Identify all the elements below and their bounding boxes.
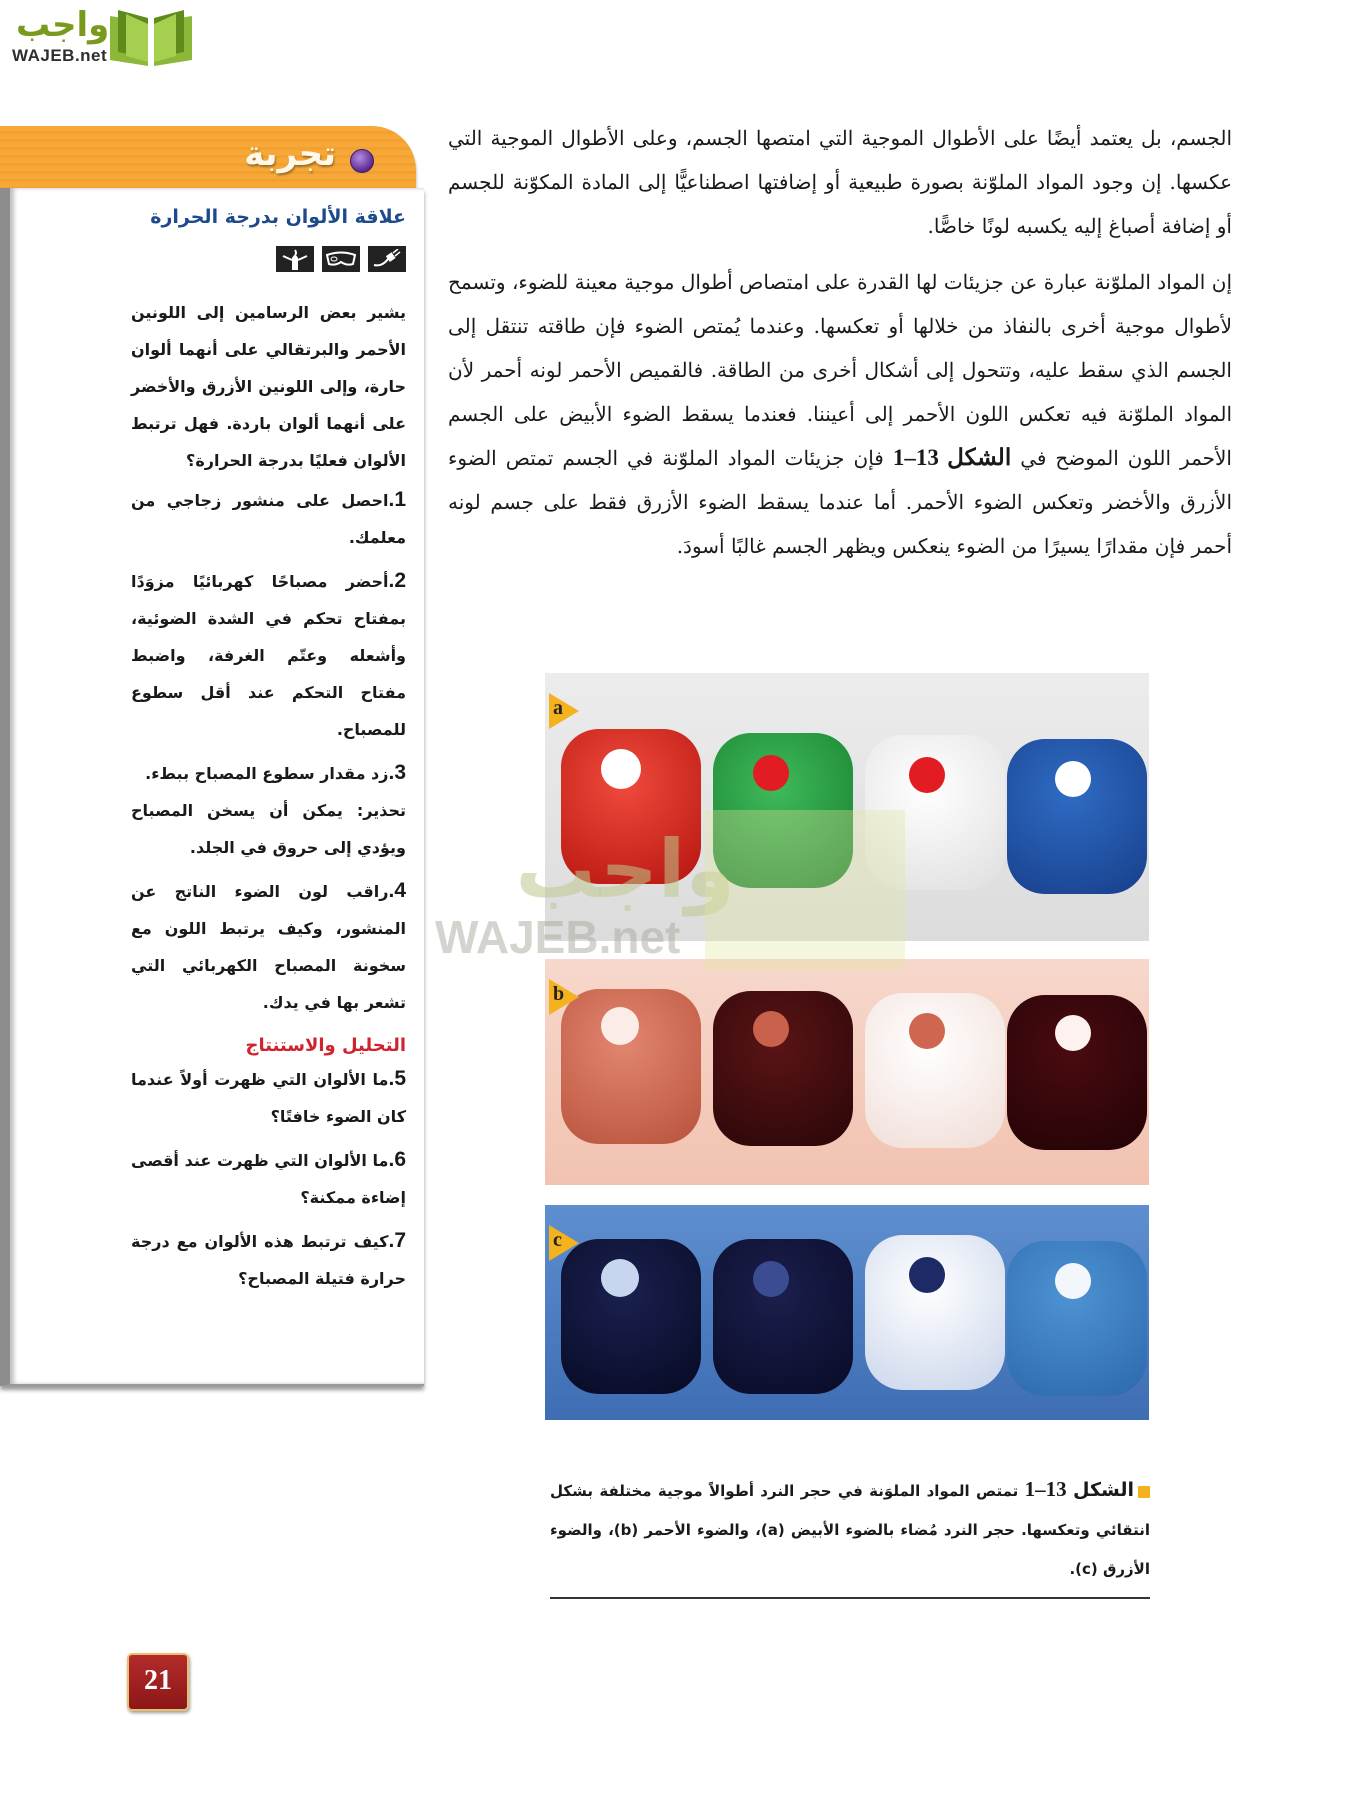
question-text: ما الألوان التي ظهرت أولاً عندما كان الضوء خافتًا؟ <box>131 1070 406 1126</box>
figure-panel-c-blue-light: c <box>545 1205 1149 1420</box>
page-number-badge: 21 <box>127 1653 189 1711</box>
die-pip <box>909 757 945 793</box>
step-number: 2. <box>388 569 406 592</box>
die-pip <box>601 749 641 789</box>
step-text: راقب لون الضوء الناتج عن المنشور، وكيف يرتبط اللون مع سخونة المصباح الكهربائي التي تشعر بها في يدك. <box>131 882 406 1012</box>
main-text <box>448 116 1232 580</box>
die-pip <box>601 1259 639 1297</box>
caption-number: 13–1 <box>1024 1477 1067 1501</box>
figure-caption <box>550 1470 1150 1599</box>
open-book-icon <box>106 8 196 68</box>
step-number: 3. <box>388 761 406 784</box>
goggles-icon <box>322 246 360 272</box>
logo-english-text: WAJEB.net <box>12 46 108 65</box>
step-3 <box>131 754 406 866</box>
question-text: كيف ترتبط هذه الألوان مع درجة حرارة فتيلة المصباح؟ <box>131 1232 406 1288</box>
caption-text: تمتص المواد الملوَنة في حجر النرد أطوالاً موجية مختلفة بشكل انتقائي وتعكسها. حجر النرد مُضاء بالضوء الأبيض (a)، والضوء الأحمر (b)، والضوء الأزرق (c). <box>550 1482 1150 1578</box>
logo-arabic-text: واجب <box>16 5 110 45</box>
analysis-heading: التحليل والاستنتاج <box>245 1035 406 1056</box>
question-7 <box>131 1222 406 1297</box>
paragraph-2-part-a: إن المواد الملوّنة عبارة عن جزيئات لها القدرة على امتصاص أطوال موجية معينة للضوء، وتسمح لأطوال موجية أخرى بالنفاذ من خلالها أو تعكسها. وعندما يُمتص الضوء فإن طاقته تنتقل إلى الجسم الذي سقط عليه، وتتحول إلى أشكال أخرى من الطاقة. فالقميص الأحمر لونه أحمر لأن المواد الملوّنة فيه تعكس اللون الأحمر إلى أعيننا. فعندما يسقط الضوء الأبيض على الجسم الأحمر اللون الموضح في <box>448 270 1232 470</box>
die-green <box>713 733 853 888</box>
question-number: 6. <box>388 1148 406 1171</box>
experiment-subtitle: علاقة الألوان بدرجة الحرارة <box>150 206 406 228</box>
die-blue <box>1007 995 1147 1150</box>
die-blue <box>1007 1241 1147 1396</box>
die-pip <box>753 755 789 791</box>
caption-square-icon <box>1138 1486 1150 1498</box>
die-pip <box>909 1013 945 1049</box>
experiment-intro: يشير بعض الرسامين إلى اللونين الأحمر والبرتقالي على أنهما ألوان حارة، وإلى اللونين الأزرق والأخضر على أنهما ألوان باردة. فهل ترتبط الألوان فعليًا بدرجة الحرارة؟ <box>131 303 406 470</box>
die-blue <box>1007 739 1147 894</box>
paragraph-1: الجسم، بل يعتمد أيضًا على الأطوال الموجية التي امتصها الجسم، وعلى الأطوال الموجية التي عكسها. إن وجود المواد الملوّنة بصورة طبيعية أو إضافتها اصطناعيًّا إلى المادة المكوّنة للجسم أو إضافة أصباغ إليه يكسبه لونًا خاصًّا. <box>448 126 1232 238</box>
question-text: ما الألوان التي ظهرت عند أقصى إضاءة ممكنة؟ <box>131 1151 406 1207</box>
die-pip <box>753 1261 789 1297</box>
die-pip <box>1055 1263 1091 1299</box>
hot-hazard-icon <box>276 246 314 272</box>
purple-bullet-icon <box>350 149 374 173</box>
safety-icons <box>131 246 406 272</box>
die-red <box>561 729 701 884</box>
paragraph-2-part-b: فإن جزيئات المواد الملوّنة في الجسم تمتص الضوء الأزرق والأخضر وتعكس الضوء الأحمر. أما عندما يسقط الضوء الأزرق فقط على جسم لونه أحمر فإن مقدارًا يسيرًا من الضوء ينعكس ويظهر الجسم غالبًا أسودَ. <box>448 446 1232 558</box>
step-2 <box>131 562 406 748</box>
experiment-sidebar <box>0 126 416 1384</box>
step-text: أحضر مصباحًا كهربائيًا مزوَدًا بمفتاح تحكم في الشدة الضوئية، وأشعله وعتّم الغرفة، واضبط مفتاح التحكم عند أقل سطوع للمصباح. <box>131 572 406 739</box>
figure-reference[interactable]: الشكل 13–1 <box>892 445 1012 470</box>
caption-label: الشكل <box>1073 1479 1134 1501</box>
die-pip <box>909 1257 945 1293</box>
watermark-arabic: واجب <box>515 823 735 916</box>
figure-panel-a-white-light: a <box>545 673 1149 941</box>
die-pip <box>753 1011 789 1047</box>
step-4 <box>131 872 406 1021</box>
die-pip <box>601 1007 639 1045</box>
step-number: 1. <box>388 488 406 511</box>
wajeb-logo[interactable] <box>10 6 190 70</box>
question-number: 7. <box>388 1229 406 1252</box>
step-number: 4. <box>388 879 406 902</box>
electrical-plug-icon <box>368 246 406 272</box>
step-1 <box>131 481 406 556</box>
step-text: احصل على منشور زجاجي من معلمك. <box>131 491 406 547</box>
watermark-english: WAJEB.net <box>435 911 681 963</box>
experiment-body <box>0 188 424 1386</box>
die-green <box>713 991 853 1146</box>
experiment-header <box>0 126 416 188</box>
question-6 <box>131 1141 406 1216</box>
step-text: زد مقدار سطوع المصباح ببطء. <box>145 764 389 783</box>
warning-text: تحذير: يمكن أن يسخن المصباح ويؤدي إلى حروق في الجلد. <box>131 801 406 857</box>
die-red <box>561 989 701 1144</box>
question-5 <box>131 1060 406 1135</box>
die-green <box>713 1239 853 1394</box>
die-pip <box>1055 1015 1091 1051</box>
question-number: 5. <box>388 1067 406 1090</box>
die-white <box>865 735 1005 890</box>
experiment-title: تجربة <box>244 134 336 174</box>
die-red <box>561 1239 701 1394</box>
paragraph-2 <box>448 260 1232 568</box>
figure-panel-b-red-light: b <box>545 959 1149 1185</box>
die-pip <box>1055 761 1091 797</box>
die-white <box>865 993 1005 1148</box>
die-white <box>865 1235 1005 1390</box>
